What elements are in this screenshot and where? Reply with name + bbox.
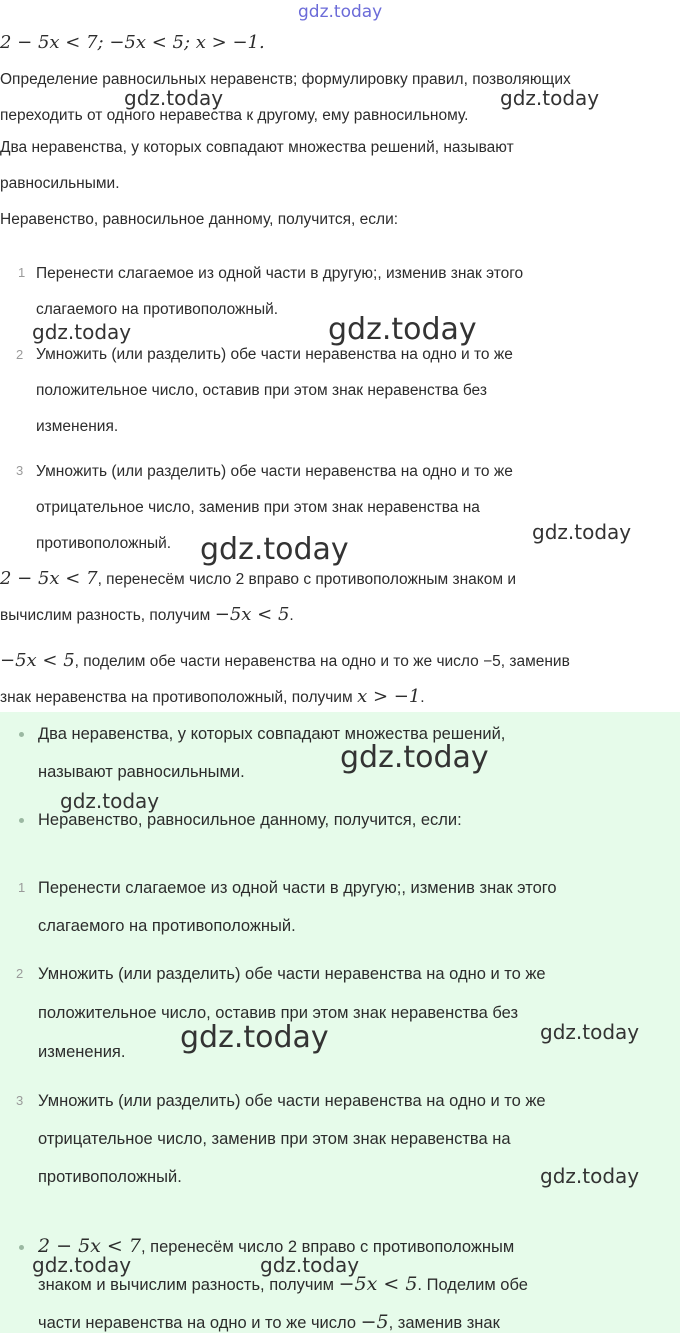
watermark: gdz.today [540, 1164, 640, 1188]
answer-line: 2 − 5x < 7; −5x < 5; x > −1. [0, 32, 265, 53]
solution-inequality: x > −1 [357, 686, 421, 707]
summary-rule-3-line-2: отрицательное число, заменив при этом знак неравенства на [38, 1130, 511, 1148]
summary-rule-2-line-1: Умножить (или разделить) обе части неравенства на одно и то же [38, 965, 546, 983]
watermark: gdz.today [124, 86, 224, 110]
rule-3-line-2: отрицательное число, заменив при этом знак неравенства на [36, 499, 480, 516]
rule-intro: Неравенство, равносильное данному, получится, если: [0, 211, 399, 228]
summary-step-text: части неравенства на одно и то же число [38, 1314, 357, 1332]
summary-rule-3-line-3: противоположный. [38, 1168, 182, 1186]
watermark: gdz.today [500, 86, 600, 110]
definition-request-line-1: Определение равносильных неравенств; формулировку правил, позволяющих [0, 71, 571, 88]
rule-number: 3 [16, 463, 24, 478]
summary-rule-3-line-1: Умножить (или разделить) обе части неравенства на одно и то же [38, 1092, 546, 1110]
rule-number: 1 [18, 265, 26, 280]
rule-number: 2 [16, 966, 24, 981]
watermark: gdz.today [260, 1253, 360, 1277]
watermark: gdz.today [32, 320, 132, 344]
solution-step-text: вычислим разность, получим [0, 607, 211, 624]
summary-rule-2-line-3: изменения. [38, 1043, 126, 1061]
bullet-dot [19, 732, 24, 737]
watermark: gdz.today [340, 740, 489, 775]
definition-line-2: равносильными. [0, 175, 120, 192]
rule-2-line-1: Умножить (или разделить) обе части неравенства на одно и то же [36, 346, 513, 363]
solution-step-text: знак неравенства на противоположный, получим [0, 689, 353, 706]
rule-2-line-2: положительное число, оставив при этом знак неравенства без [36, 382, 487, 399]
watermark: gdz.today [32, 1253, 132, 1277]
watermark: gdz.today [532, 520, 632, 544]
summary-inequality: −5x < 5 [338, 1273, 418, 1295]
bullet-dot [19, 1245, 24, 1250]
summary-rule-1-line-2: слагаемого на противоположный. [38, 917, 296, 935]
watermark: gdz.today [180, 1020, 329, 1055]
solution-inequality: 2 − 5x < 7 [0, 568, 98, 589]
rule-1-line-2: слагаемого на противоположный. [36, 301, 279, 318]
summary-bullet-1-line-1: Два неравенства, у которых совпадают множества решений, [38, 725, 506, 743]
definition-line-1: Два неравенства, у которых совпадают множества решений, называют [0, 139, 514, 156]
summary-inequality: 2 − 5x < 7 [38, 1235, 141, 1257]
solution-inequality: −5x < 5 [0, 650, 75, 671]
solution-step-text: , перенесём число 2 вправо с противоположным знаком и [97, 571, 516, 588]
rule-number: 2 [16, 347, 24, 362]
rule-3-line-3: противоположный. [36, 535, 172, 552]
rule-1-line-1: Перенести слагаемое из одной части в другую;, изменив знак этого [36, 265, 524, 282]
solution-inequality: −5x < 5 [214, 604, 290, 625]
rule-number: 3 [16, 1093, 24, 1108]
watermark: gdz.today [328, 312, 477, 347]
definition-request-line-2: переходить от одного неравества к другому, ему равносильному. [0, 107, 469, 124]
summary-rule-1-line-1: Перенести слагаемое из одной части в другую;, изменив знак этого [38, 879, 557, 897]
summary-number: −5 [360, 1311, 389, 1333]
watermark: gdz.today [200, 532, 349, 567]
summary-rule-2-line-2: положительное число, оставив при этом знак неравенства без [38, 1004, 519, 1022]
watermark-top: gdz.today [298, 2, 383, 22]
solution-step-text: , поделим обе части неравенства на одно и то же число −5, заменив [74, 653, 570, 670]
rule-3-line-1: Умножить (или разделить) обе части неравенства на одно и то же [36, 463, 513, 480]
summary-bullet-2: Неравенство, равносильное данному, получится, если: [38, 811, 462, 829]
summary-step-text: , заменив знак [388, 1314, 500, 1332]
rule-2-line-3: изменения. [36, 418, 119, 435]
bullet-dot [19, 818, 24, 823]
summary-step-text: , перенесём число 2 вправо с противоположным [140, 1238, 515, 1256]
summary-bullet-1-line-2: называют равносильными. [38, 763, 245, 781]
rule-number: 1 [18, 880, 26, 895]
summary-step-text: . Поделим обе [417, 1276, 528, 1294]
summary-step-text: знаком и вычислим разность, получим [38, 1276, 335, 1294]
watermark: gdz.today [60, 789, 160, 813]
watermark: gdz.today [540, 1020, 640, 1044]
